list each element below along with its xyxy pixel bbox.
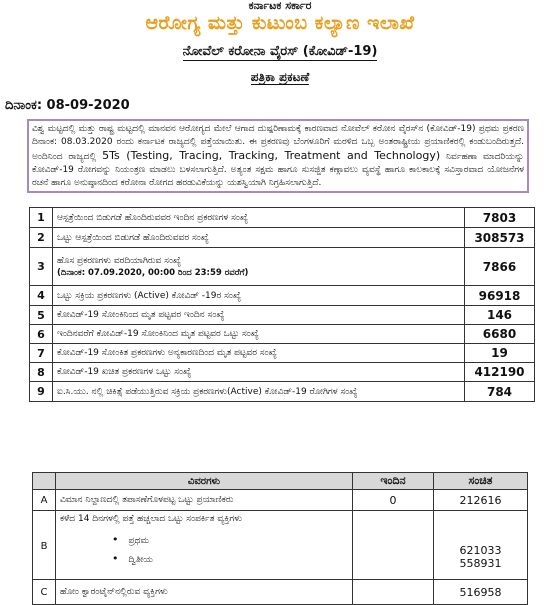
row-cumulative: 212616 — [434, 490, 528, 511]
table-row — [30, 325, 535, 344]
row-number: 8 — [30, 363, 53, 382]
table-row — [30, 248, 535, 286]
primary-contacts-label: • ಪ್ರಥಮ — [112, 533, 348, 546]
stats-table — [29, 207, 535, 402]
row-value: 96918 — [465, 286, 535, 306]
row-value: 146 — [465, 306, 535, 325]
intro-text: ವಿಶ್ವ ಮಟ್ಟದಲ್ಲಿ ಮತ್ತು ರಾಷ್ಟ್ರ ಮಟ್ಟದಲ್ಲಿ ಮಾನವನ ಆರೋಗ್ಯದ ಮೇಲೆ ಆಗಾದ ದುಷ್ಪರಿಣಾಮಕ್ಕೆ ಕಾರಣವಾದ ನೋವೆಲ್ ಕರೋನ ವೈರಸ್‌ನ (ಕೋವಿಡ್-19) ಪ್ರಥಮ ಪ್ರಕರಣ ದಿನಾಂಕ: 08.03.2020 ರಂದು ಕರ್ನಾಟಕ ರಾಜ್ಯದಲ್ಲಿ ಪತ್ತೆಯಾಯಿತು. ಈ ಪ್ರಕರಣವು ಬೆಂಗಳೂರಿಗೆ ಮರಳಿದ ಒಬ್ಬ ಅಂತರಾಷ್ಟ್ರೀಯ ಪ್ರಯಾಣಿಕರಲ್ಲಿ ಕಂಡುಬಂದಿರುತ್ತದೆ. ಅಂದಿನಿಂದ ರಾಜ್ಯದಲ್ಲಿ — [32, 124, 524, 162]
row-label: ಕೋವಿಡ್-19 ಸೋಂಕಿನಿಂದ ಮೃತ ಪಟ್ಟವರ ಇಂದಿನ ಸಂಖ್ಯೆ — [53, 306, 465, 325]
row-label-cell — [56, 511, 353, 580]
row-value: 6680 — [465, 325, 535, 344]
header-details: ವಿವರಗಳು — [56, 473, 353, 490]
details-header-row — [33, 473, 528, 490]
row-value: 7803 — [465, 208, 535, 228]
row-letter: B — [33, 511, 56, 580]
intro-english: 5Ts (Testing, Tracing, Tracking, Treatment and Technology) — [102, 149, 441, 162]
row-label-cell — [53, 248, 465, 286]
release-date: ದಿನಾಂಕ: 08-09-2020 — [5, 98, 130, 113]
subtitle — [0, 44, 560, 59]
row-today-blank — [353, 580, 434, 605]
row-label: ಒಟ್ಟು ಸಕ್ರಿಯ ಪ್ರಕರಣಗಳು (Active) ಕೋವಿಡ್ -19ರ ಸಂಖ್ಯೆ — [53, 286, 465, 306]
row-value: 7866 — [465, 248, 535, 286]
primary-contacts-value: 621033 — [459, 544, 502, 557]
row-label: ಕೋವಿಡ್-19 ಸೋಂಕಿತ ಪ್ರಕರಣಗಳು ಅನ್ಯಕಾರಣದಿಂದ ಮೃತ ಪಟ್ಟವರ ಸಂಖ್ಯೆ — [53, 344, 465, 363]
table-row — [30, 363, 535, 382]
table-row — [30, 228, 535, 248]
row-cumulative-cell — [434, 511, 528, 580]
row-number: 3 — [30, 248, 53, 286]
row-label: ವಿಮಾನ ನಿಲ್ದಾಣದಲ್ಲಿ ತಪಾಸಣೆಗೊಳಪಟ್ಟ ಒಟ್ಟು ಪ್ರಯಾಣಿಕರು — [56, 490, 353, 511]
row-value: 412190 — [465, 363, 535, 382]
row-label: ಒಟ್ಟು ಆಸ್ಪತ್ರೆಯಿಂದ ಬಿಡುಗಡೆ ಹೊಂದಿರುವವರ ಸಂಖ್ಯೆ — [53, 228, 465, 248]
row-number: 2 — [30, 228, 53, 248]
table-row — [30, 286, 535, 306]
table-row — [30, 306, 535, 325]
row-number: 1 — [30, 208, 53, 228]
table-row — [30, 344, 535, 363]
details-table — [32, 472, 528, 605]
subtitle-text: ನೋವೆಲ್ ಕರೋನಾ ವೈರಸ್ (ಕೋವಿಡ್-19) — [182, 44, 378, 59]
row-number: 6 — [30, 325, 53, 344]
row-today: 0 — [353, 490, 434, 511]
row-value: 19 — [465, 344, 535, 363]
row-label: ಇಂದಿನವರೆಗೆ ಕೋವಿಡ್-19 ಸೋಂಕಿನಿಂದ ಮೃತ ಪಟ್ಟವರ ಒಟ್ಟು ಸಂಖ್ಯೆ — [53, 325, 465, 344]
table-row — [33, 580, 528, 605]
intro-paragraph — [27, 119, 529, 193]
row-label: ಕಳೆದ 14 ದಿನಗಳಲ್ಲಿ ಪತ್ತೆ ಹಚ್ಚಲಾದ ಒಟ್ಟು ಸಂಪರ್ಕಿತ ವ್ಯಕ್ತಿಗಳು — [60, 514, 242, 524]
press-release-text: ಪತ್ರಿಕಾ ಪ್ರಕಟಣೆ — [250, 70, 310, 84]
row-label: ಹೊಸ ಪ್ರಕರಣಗಳು ವರದಿಯಾಗಿರುವ ಸಂಖ್ಯೆ — [57, 255, 182, 266]
row-number: 5 — [30, 306, 53, 325]
government-title: ಕರ್ನಾಟಕ ಸರ್ಕಾರ — [248, 0, 312, 12]
row-number: 7 — [30, 344, 53, 363]
table-row — [33, 511, 528, 580]
row-today-blank — [353, 511, 434, 580]
row-number: 4 — [30, 286, 53, 306]
press-release-title — [0, 70, 560, 85]
row-label: ಕೋವಿಡ್-19 ಖಚಿತ ಪ್ರಕರಣಗಳ ಒಟ್ಟು ಸಂಖ್ಯೆ — [53, 363, 465, 382]
table-row — [30, 382, 535, 402]
intro-text-2: ನಿರ್ವಹಣಾ ಮಾದರಿಯನ್ನು ಕೋವಿಡ್-19 ರೋಗವನ್ನು ನಿಯಂತ್ರಣ ಮಾಡಲು ಬಳಸಲಾಗುತ್ತಿದೆ. ಅತ್ಯಂತ ಸಕ್ಷಮ ಹಾಗೂ ಸುಸಜ್ಜಿತ ಕಣ್ಗಾವಲು ವ್ಯವಸ್ಥೆ ಹಾಗೂ ಕಾಲಕಾಲಕ್ಕೆ ಸವಿಸ್ತಾರವಾದ ಯೋಜನೆಗಳ ರಚನೆ ಹಾಗೂ ಅನುಷ್ಠಾನದಿಂದ ಕರೋನಾ ರೋಗದ ಹರಡುವಿಕೆಯನ್ನು ಯಶಸ್ವಿಯಾಗಿ ನಿಗ್ರಹಿಸಲಾಗುತ್ತಿದೆ. — [32, 152, 524, 188]
header-blank — [33, 473, 56, 490]
row-letter: A — [33, 490, 56, 511]
row-letter: C — [33, 580, 56, 605]
row-label: ಆಸ್ಪತ್ರೆಯಿಂದ ಬಿಡುಗಡೆ ಹೊಂದಿರುವವರ ಇಂದಿನ ಪ್ರಕರಣಗಳ ಸಂಖ್ಯೆ — [53, 208, 465, 228]
secondary-contacts-label: • ದ್ವಿತೀಯ — [112, 552, 348, 565]
secondary-contacts-value: 558931 — [459, 557, 502, 570]
header-cumulative: ಸಂಚಿತ — [434, 473, 528, 490]
header-today: ಇಂದಿನ — [353, 473, 434, 490]
row-value: 784 — [465, 382, 535, 402]
row-label: ಹೋಂ ಕ್ವಾರಂಟೈನ್‌ನಲ್ಲಿರುವ ವ್ಯಕ್ತಿಗಳು — [56, 580, 353, 605]
table-row — [33, 490, 528, 511]
row-value: 308573 — [465, 228, 535, 248]
row-number: 9 — [30, 382, 53, 402]
table-row — [30, 208, 535, 228]
row-label-date: (ದಿನಾಂಕ: 07.09.2020, 00:00 ರಿಂದ 23:59 ರವರೆಗೆ) — [57, 267, 249, 278]
row-cumulative: 516958 — [434, 580, 528, 605]
department-title: ಆರೋಗ್ಯ ಮತ್ತು ಕುಟುಂಬ ಕಲ್ಯಾಣ ಇಲಾಖೆ — [145, 12, 415, 34]
row-label: ಐ.ಸಿ.ಯು. ನಲ್ಲಿ ಚಿಕಿತ್ಸೆ ಪಡೆಯುತ್ತಿರುವ ಸಕ್ರಿಯ ಪ್ರಕರಣಗಳು(Active) ಕೋವಿಡ್-19 ರೋಗಿಗಳ ಸಂಖ್ಯೆ — [53, 382, 465, 402]
